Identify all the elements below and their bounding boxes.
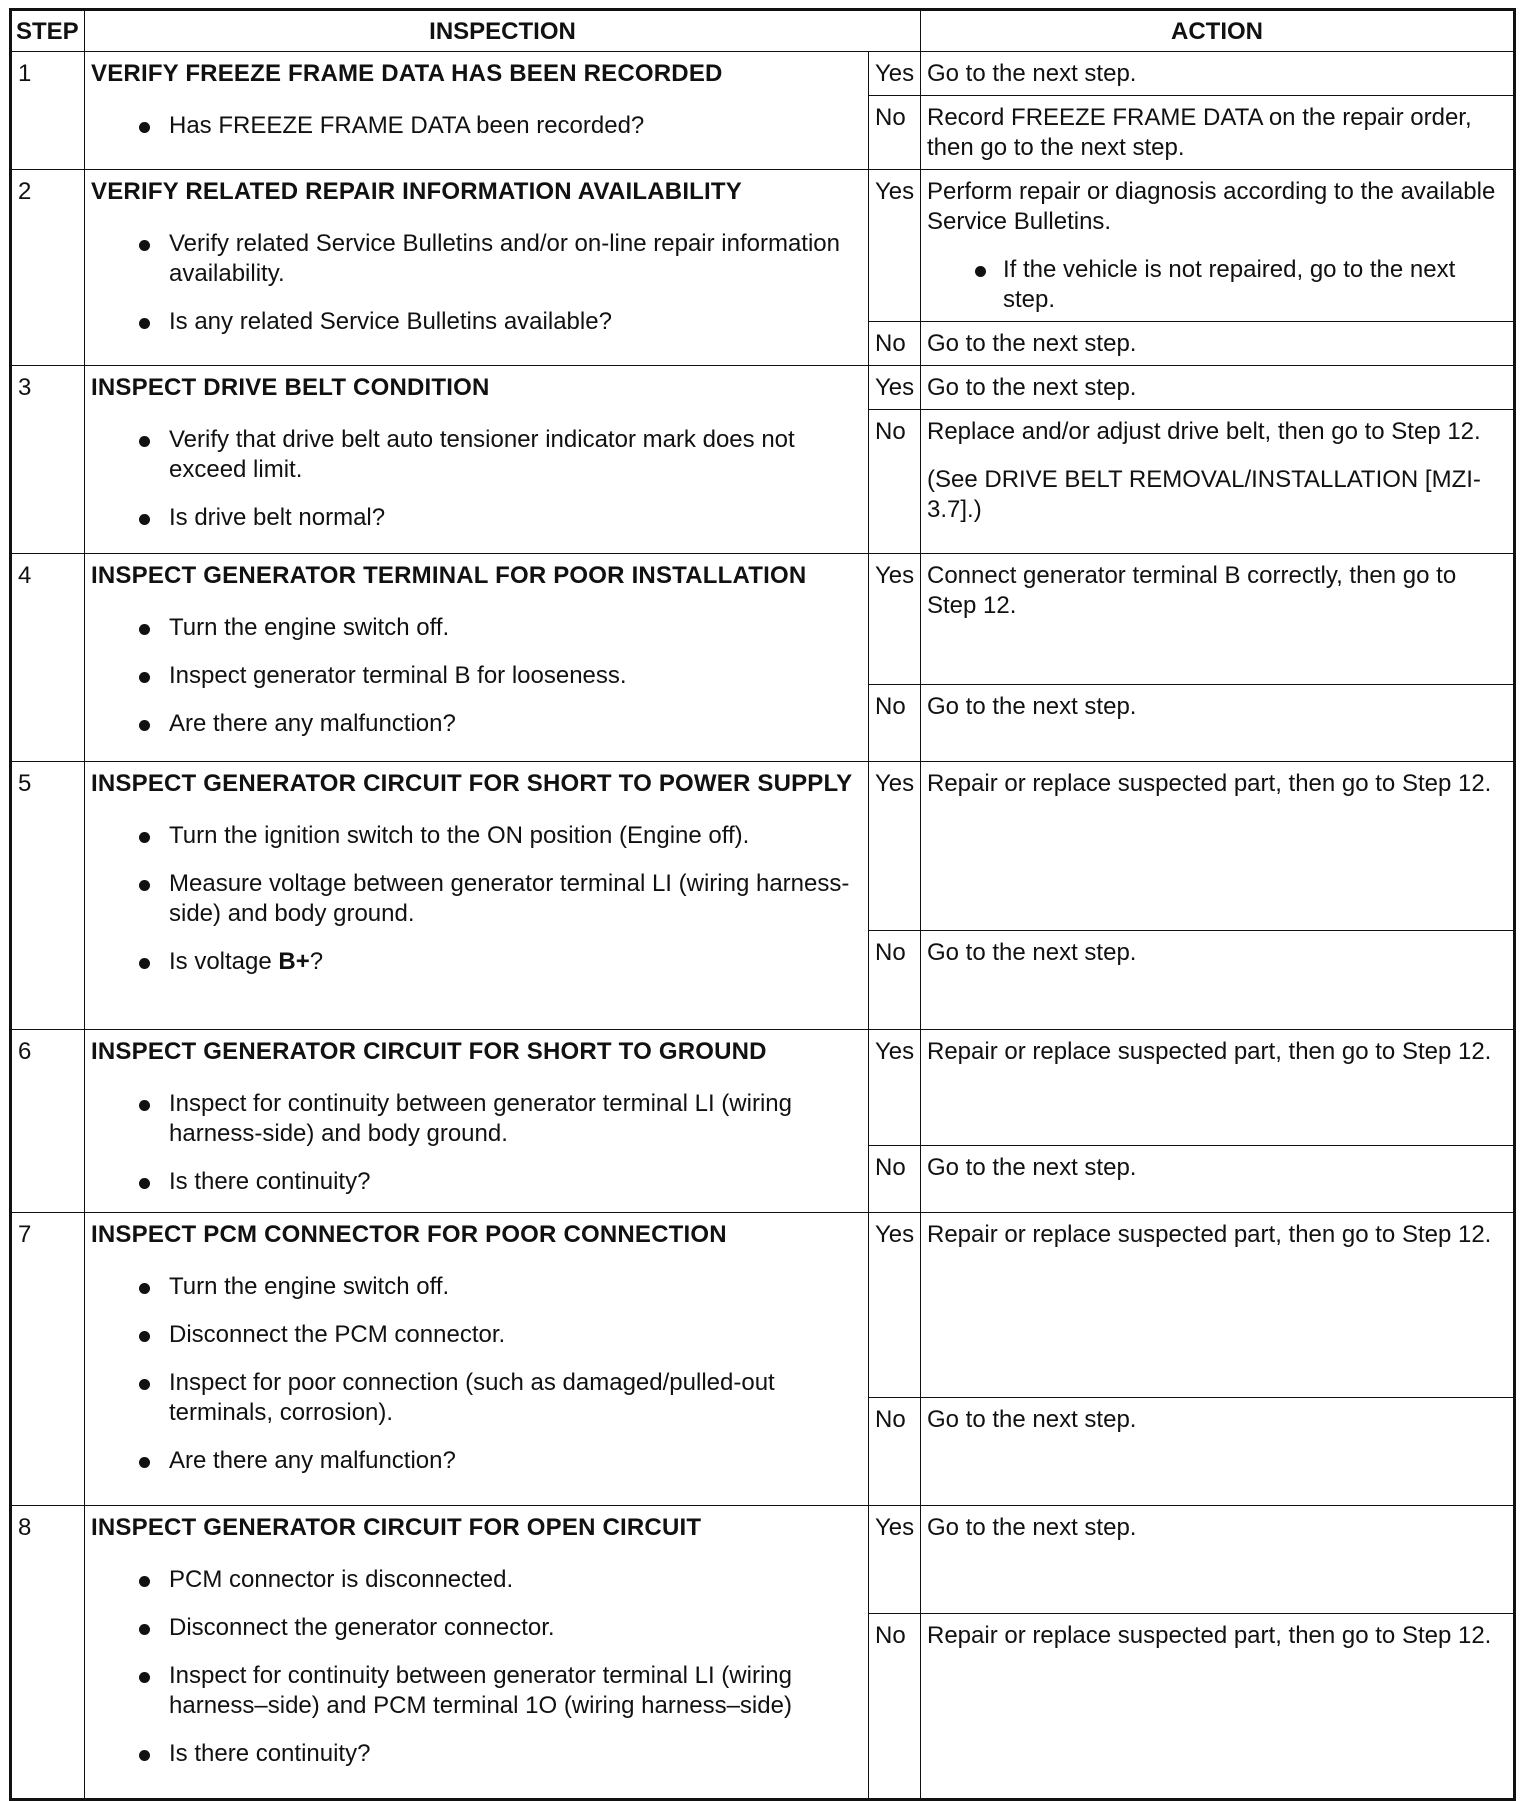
inspection-bullet: Disconnect the PCM connector. — [91, 1320, 862, 1350]
step-8-yes-row — [11, 1506, 1515, 1614]
inspection-bullet: Disconnect the generator connector. — [91, 1613, 862, 1643]
inspection-bullet: Verify related Service Bulletins and/or on-line repair information availability. — [91, 229, 862, 289]
inspection-bullet: Is there continuity? — [91, 1739, 862, 1769]
inspection-title: VERIFY RELATED REPAIR INFORMATION AVAILABILITY — [91, 178, 742, 205]
inspection-bullet: Turn the ignition switch to the ON position (Engine off). — [91, 821, 862, 851]
step-number: 2 — [11, 170, 85, 366]
header-row — [11, 10, 1515, 52]
action-reference: (See DRIVE BELT REMOVAL/INSTALLATION [MZI-3.7].) — [927, 466, 1481, 523]
step-4-yes-row — [11, 554, 1515, 685]
yes-action: Go to the next step. — [921, 1506, 1515, 1614]
step-number: 1 — [11, 52, 85, 170]
step-6-yes-row — [11, 1030, 1515, 1146]
step-number: 4 — [11, 554, 85, 762]
inspection-bullet: Verify that drive belt auto tensioner indicator mark does not exceed limit. — [91, 425, 862, 485]
bullet-suffix: ? — [309, 948, 324, 975]
inspection-bullet: Is there continuity? — [91, 1167, 862, 1197]
yes-label: Yes — [869, 1213, 921, 1398]
inspection-title: INSPECT PCM CONNECTOR FOR POOR CONNECTION — [91, 1221, 727, 1248]
yes-action: Go to the next step. — [921, 366, 1515, 410]
inspection-bullet: Inspect for continuity between generator terminal LI (wiring harness–side) and PCM terminal 1O (wiring harness–side) — [91, 1661, 862, 1721]
yes-label: Yes — [869, 170, 921, 322]
inspection-cell — [85, 366, 869, 554]
step-number: 5 — [11, 762, 85, 1030]
yes-label: Yes — [869, 1030, 921, 1146]
inspection-bullet: Has FREEZE FRAME DATA been recorded? — [91, 111, 862, 141]
no-action: Go to the next step. — [921, 685, 1515, 762]
step-number: 6 — [11, 1030, 85, 1213]
yes-label: Yes — [869, 1506, 921, 1614]
step-header: STEP — [11, 10, 85, 52]
step-5-yes-row — [11, 762, 1515, 931]
bullet-text: Is voltage — [169, 948, 279, 975]
no-label: No — [869, 1398, 921, 1506]
step-number: 7 — [11, 1213, 85, 1506]
inspection-cell — [85, 1030, 869, 1213]
no-action: Go to the next step. — [921, 1146, 1515, 1213]
yes-action: Repair or replace suspected part, then go to Step 12. — [921, 1213, 1515, 1398]
no-label: No — [869, 322, 921, 366]
inspection-bullet: Is any related Service Bulletins available? — [91, 307, 862, 337]
step-1-yes-row — [11, 52, 1515, 96]
no-action: Go to the next step. — [921, 322, 1515, 366]
inspection-cell — [85, 52, 869, 170]
inspection-title: INSPECT DRIVE BELT CONDITION — [91, 374, 490, 401]
inspection-bullet: Are there any malfunction? — [91, 1446, 862, 1476]
diagnostic-table — [9, 8, 1516, 1801]
inspection-title: INSPECT GENERATOR TERMINAL FOR POOR INSTALLATION — [91, 562, 807, 589]
inspection-bullet: Inspect for continuity between generator terminal LI (wiring harness-side) and body ground. — [91, 1089, 862, 1149]
no-action: Repair or replace suspected part, then go to Step 12. — [921, 1614, 1515, 1800]
inspection-title: INSPECT GENERATOR CIRCUIT FOR SHORT TO POWER SUPPLY — [91, 770, 853, 797]
no-label: No — [869, 96, 921, 170]
inspection-bullet: Inspect generator terminal B for looseness. — [91, 661, 862, 691]
step-number: 8 — [11, 1506, 85, 1800]
step-number: 3 — [11, 366, 85, 554]
inspection-title: VERIFY FREEZE FRAME DATA HAS BEEN RECORDED — [91, 60, 723, 87]
step-3-yes-row — [11, 366, 1515, 410]
no-action: Go to the next step. — [921, 931, 1515, 1030]
yes-label: Yes — [869, 52, 921, 96]
no-action: Record FREEZE FRAME DATA on the repair order, then go to the next step. — [921, 96, 1515, 170]
inspection-cell — [85, 762, 869, 1030]
no-action — [921, 410, 1515, 554]
inspection-title: INSPECT GENERATOR CIRCUIT FOR SHORT TO GROUND — [91, 1038, 767, 1065]
no-label: No — [869, 1146, 921, 1213]
inspection-cell — [85, 1213, 869, 1506]
yes-action — [921, 170, 1515, 322]
yes-action: Connect generator terminal B correctly, then go to Step 12. — [921, 554, 1515, 685]
inspection-bullet: PCM connector is disconnected. — [91, 1565, 862, 1595]
action-text: Replace and/or adjust drive belt, then go to Step 12. — [927, 418, 1481, 445]
no-label: No — [869, 410, 921, 554]
inspection-bullet: Turn the engine switch off. — [91, 613, 862, 643]
no-label: No — [869, 1614, 921, 1800]
inspection-bullet — [91, 947, 862, 977]
voltage-value: B+ — [278, 948, 310, 975]
inspection-header: INSPECTION — [85, 10, 921, 52]
yes-label: Yes — [869, 554, 921, 685]
action-header: ACTION — [921, 10, 1515, 52]
yes-label: Yes — [869, 366, 921, 410]
step-2-yes-row — [11, 170, 1515, 322]
inspection-cell — [85, 1506, 869, 1800]
yes-action: Repair or replace suspected part, then go to Step 12. — [921, 1030, 1515, 1146]
step-7-yes-row — [11, 1213, 1515, 1398]
inspection-bullet: Is drive belt normal? — [91, 503, 862, 533]
inspection-cell — [85, 170, 869, 366]
inspection-title: INSPECT GENERATOR CIRCUIT FOR OPEN CIRCUIT — [91, 1514, 702, 1541]
no-label: No — [869, 685, 921, 762]
inspection-bullet: Measure voltage between generator terminal LI (wiring harness-side) and body ground. — [91, 869, 862, 929]
yes-label: Yes — [869, 762, 921, 931]
no-action: Go to the next step. — [921, 1398, 1515, 1506]
inspection-bullet: Are there any malfunction? — [91, 709, 862, 739]
inspection-cell — [85, 554, 869, 762]
yes-action: Go to the next step. — [921, 52, 1515, 96]
action-text: Perform repair or diagnosis according to the available Service Bulletins. — [927, 178, 1496, 235]
inspection-bullet: Turn the engine switch off. — [91, 1272, 862, 1302]
inspection-bullet: Inspect for poor connection (such as damaged/pulled-out terminals, corrosion). — [91, 1368, 862, 1428]
action-bullet: If the vehicle is not repaired, go to the next step. — [927, 255, 1507, 315]
yes-action: Repair or replace suspected part, then go to Step 12. — [921, 762, 1515, 931]
no-label: No — [869, 931, 921, 1030]
